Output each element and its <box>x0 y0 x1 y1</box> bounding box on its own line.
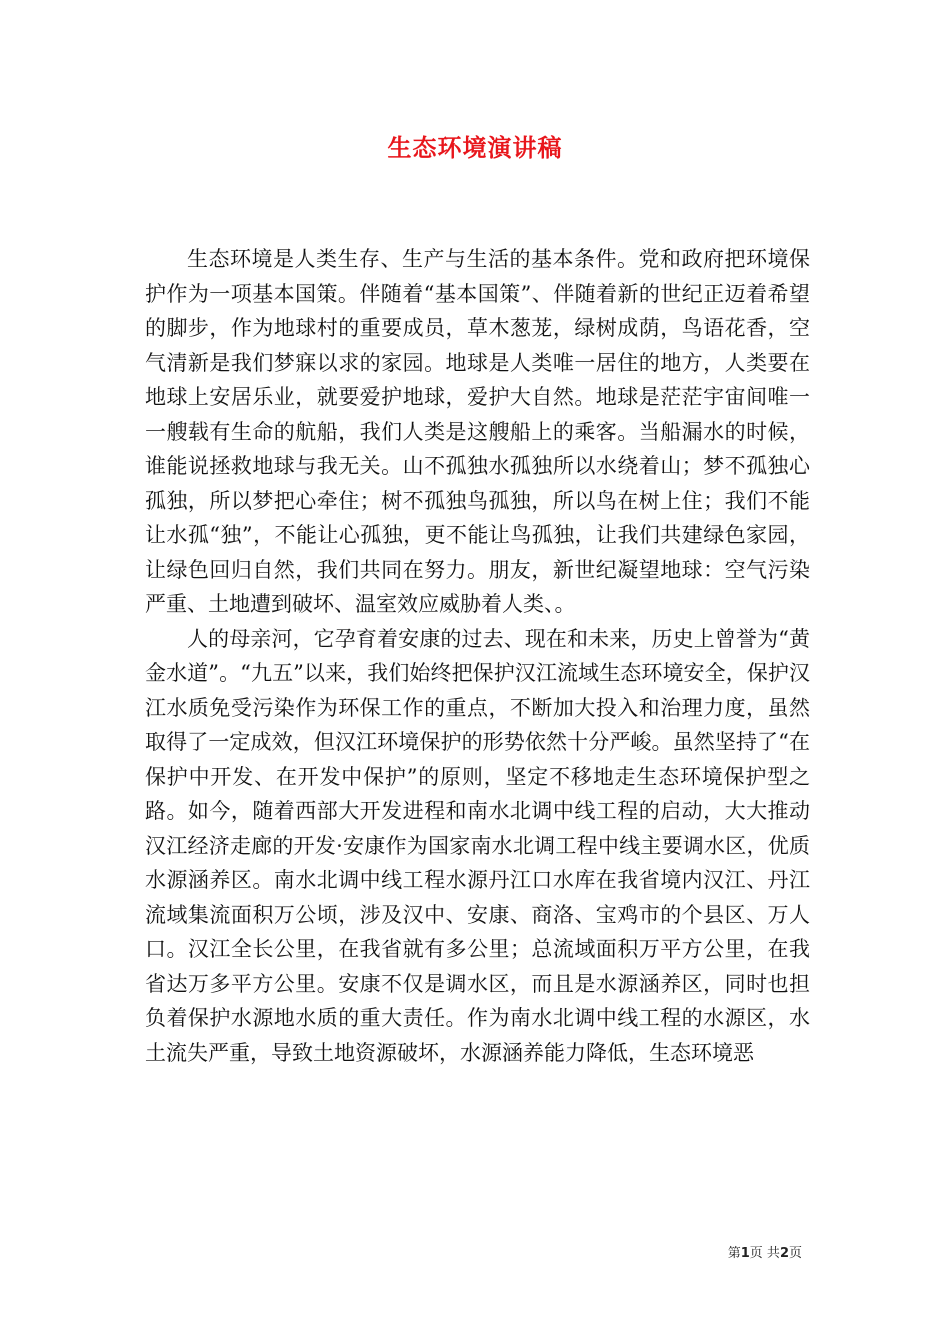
footer-middle: 页 共 <box>749 1246 780 1261</box>
page-number-footer <box>728 1245 802 1263</box>
paragraph-2: 人的母亲河，它孕育着安康的过去、现在和未来，历史上曾誉为“黄金水道”。“九五”以来，我们始终把保护汉江流域生态环境安全，保护汉江水质免受污染作为环保工作的重点，不断加大投入和治理力度，虽然取得了一定成效，但汉江环境保护的形势依然十分严峻。虽然坚持了“在保护中开发、在开发中保护”的原则，坚定不移地走生态环境保护型之路。如今，随着西部大开发进程和南水北调中线工程的启动，大大推动汉江经济走廊的开发·安康作为国家南水北调工程中线主要调水区，优质水源涵养区。南水北调中线工程水源丹江口水库在我省境内汉江、丹江流域集流面积万公顷，涉及汉中、安康、商洛、宝鸡市的个县区、万人口。汉江全长公里，在我省就有多公里；总流域面积万平方公里，在我省达万多平方公里。安康不仅是调水区，而且是水源涵养区，同时也担负着保护水源地水质的重大责任。作为南水北调中线工程的水源区，水土流失严重，导致土地资源破坏，水源涵养能力降低，生态环境恶 <box>145 626 810 1065</box>
footer-suffix: 页 <box>788 1246 802 1261</box>
footer-prefix: 第 <box>727 1246 741 1261</box>
paragraph-1: 生态环境是人类生存、生产与生活的基本条件。党和政府把环境保护作为一项基本国策。伴随着“基本国策”、伴随着新的世纪正迈着希望的脚步，作为地球村的重要成员，草木葱茏，绿树成荫，鸟语花香，空气清新是我们梦寐以求的家园。地球是人类唯一居住的地方，人类要在地球上安居乐业，就要爱护地球，爱护大自然。地球是茫茫宇宙间唯一一艘载有生命的航船，我们人类是这艘船上的乘客。当船漏水的时候，谁能说拯救地球与我无关。山不孤独水孤独所以水绕着山；梦不孤独心孤独，所以梦把心牵住；树不孤独鸟孤独，所以鸟在树上住；我们不能让水孤“独”，不能让心孤独，更不能让鸟孤独，让我们共建绿色家园，让绿色回归自然，我们共同在努力。朋友，新世纪凝望地球：空气污染严重、土地遭到破坏、温室效应威胁着人类、。 <box>145 247 810 616</box>
total-page-number: 2 <box>779 1246 789 1261</box>
document-title: 生态环境演讲稿 <box>387 133 563 162</box>
current-page-number: 1 <box>740 1246 750 1261</box>
document-body <box>145 242 810 1070</box>
